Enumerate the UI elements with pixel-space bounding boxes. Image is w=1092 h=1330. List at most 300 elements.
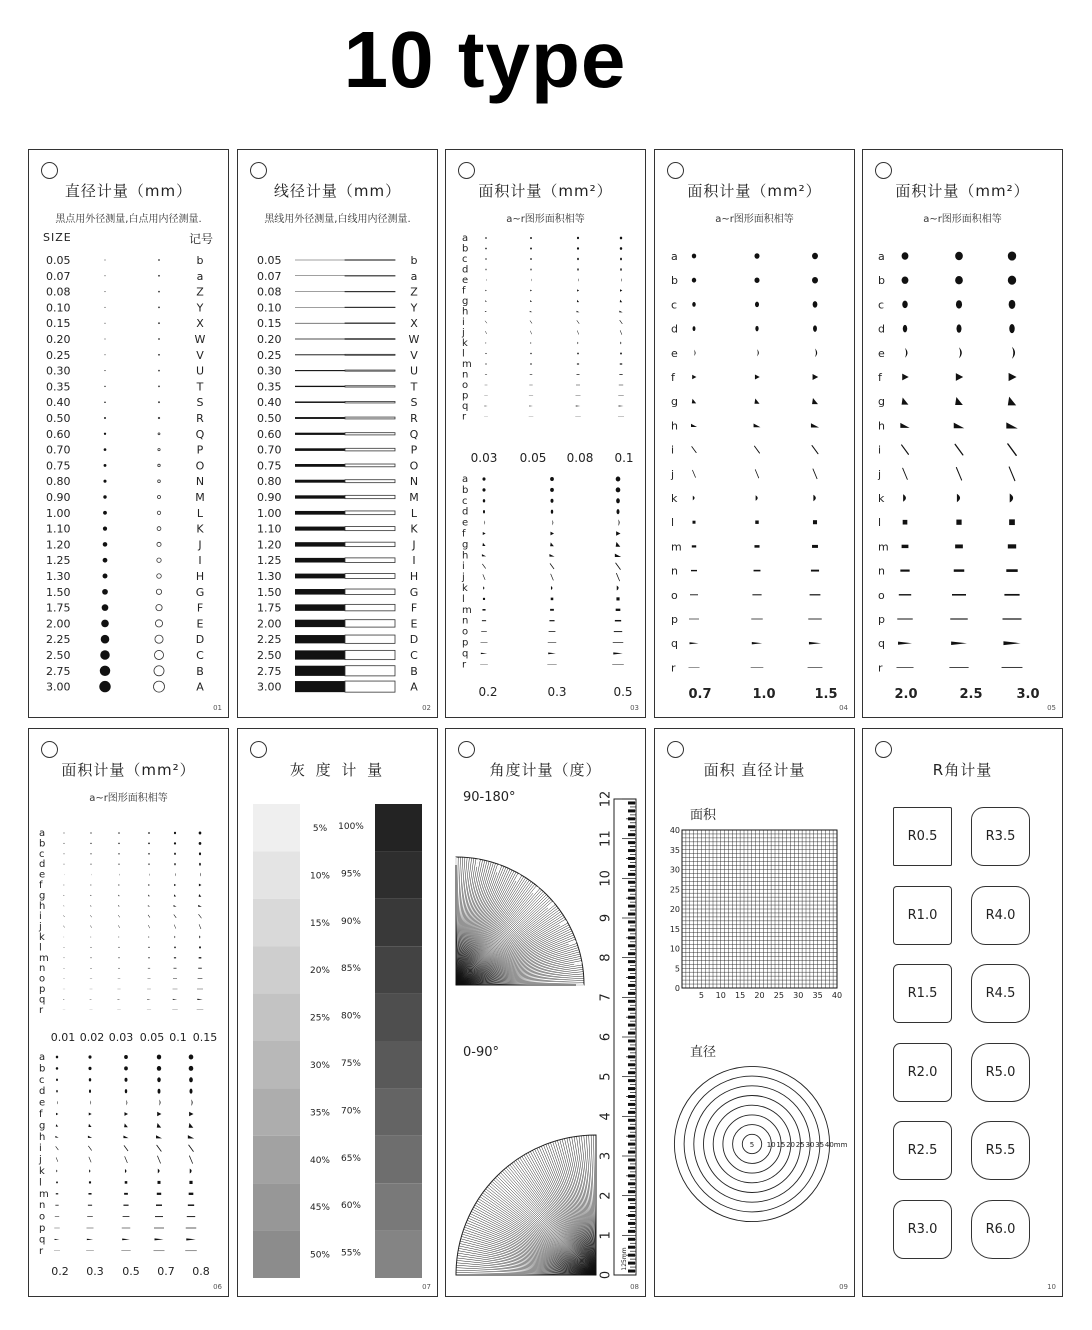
area-shape	[551, 510, 553, 514]
area-shape	[1012, 347, 1015, 359]
area-shape	[616, 573, 619, 581]
gray-percent: 65%	[340, 1153, 362, 1164]
area-shape	[157, 1123, 161, 1128]
area-shape	[124, 1066, 128, 1070]
mark-label: M	[195, 491, 205, 504]
mark-label: E	[196, 617, 204, 631]
grid-y-label: 5	[674, 964, 680, 974]
radius-box: R4.0	[971, 886, 1030, 945]
shape-letter: q	[39, 1234, 46, 1246]
area-shape	[482, 488, 485, 491]
shape-letter: n	[39, 1200, 46, 1212]
size-label: 0.70	[46, 443, 71, 457]
area-shape	[56, 1090, 58, 1093]
shape-letter: r	[671, 661, 676, 675]
white-line	[345, 401, 395, 402]
area-shape	[692, 447, 696, 453]
card-subtitle: a~r图形面积相等	[506, 214, 585, 225]
size-label: 0.05	[257, 254, 282, 267]
area-shape	[118, 843, 119, 845]
card-line-gauge	[237, 149, 438, 718]
area-shape	[483, 499, 485, 502]
white-dot	[157, 495, 160, 498]
card-number: 10	[1047, 1283, 1056, 1291]
area-shape	[809, 642, 821, 645]
area-shape	[189, 1193, 194, 1195]
area-shape	[620, 247, 622, 250]
shape-letter: g	[39, 1120, 46, 1132]
area-shape	[56, 1056, 58, 1059]
mark-label: N	[409, 475, 419, 489]
area-shape	[124, 1055, 128, 1059]
area-shape	[148, 957, 150, 958]
area-shape	[902, 276, 909, 283]
area-shape	[616, 542, 621, 547]
ruler-marking	[628, 833, 635, 836]
shape-letter: g	[671, 395, 678, 409]
gray-percent: 85%	[340, 964, 362, 975]
area-shape	[690, 594, 698, 595]
mark-label: G	[409, 585, 419, 599]
area-shape	[118, 895, 119, 896]
shape-letter: f	[878, 371, 882, 384]
size-label: 0.75	[257, 459, 282, 473]
ruler-marking	[628, 1254, 635, 1257]
shape-letter: g	[462, 539, 469, 551]
black-dot	[104, 464, 107, 467]
size-label: 1.75	[46, 601, 71, 615]
size-label: 0.20	[46, 333, 71, 346]
area-shape	[616, 476, 621, 481]
ruler-marking	[628, 1111, 635, 1114]
size-label: 1.20	[46, 538, 71, 552]
white-dot	[159, 323, 160, 324]
area-shape	[91, 864, 92, 865]
circle-label: 40mm	[824, 1141, 848, 1149]
area-shape	[174, 936, 175, 938]
area-shape	[1008, 544, 1016, 548]
area-shape	[155, 1216, 163, 1217]
shape-letter: j	[462, 327, 465, 339]
area-shape	[620, 342, 621, 345]
ruler-marking	[628, 1214, 635, 1217]
white-dot	[157, 542, 161, 546]
area-shape	[485, 311, 487, 312]
area-shape	[126, 1100, 127, 1105]
ruler-marking	[628, 849, 635, 852]
area-shape	[811, 423, 819, 427]
area-shape	[812, 545, 818, 548]
area-shape	[157, 1112, 161, 1116]
card-subtitle: a~r图形面积相等	[715, 214, 794, 225]
area-shape	[56, 1158, 58, 1162]
area-shape	[813, 374, 819, 380]
shape-letter: n	[878, 564, 885, 578]
area-shape	[551, 499, 554, 503]
shape-letter: q	[671, 637, 678, 651]
black-dot	[103, 480, 106, 483]
gray-percent: 100%	[338, 822, 364, 832]
white-dot	[158, 448, 160, 450]
area-shape	[903, 520, 908, 525]
area-value: 0.08	[566, 451, 594, 465]
card-title: 面积计量（mm²）	[687, 182, 822, 200]
area-shape	[485, 258, 486, 260]
area-shape	[616, 498, 620, 503]
shape-letter: r	[39, 1245, 44, 1257]
area-shape	[530, 258, 531, 260]
shape-letter: k	[39, 1166, 45, 1177]
shape-letter: n	[462, 615, 469, 627]
shape-letter: r	[462, 659, 467, 671]
mark-label: W	[194, 333, 206, 346]
ruler-marking	[628, 1119, 635, 1122]
area-shape	[578, 278, 579, 281]
ruler-marking	[628, 1000, 635, 1003]
black-line	[295, 339, 345, 340]
area-shape	[811, 570, 819, 572]
area-shape	[481, 631, 487, 632]
area-shape	[118, 884, 119, 885]
area-shape	[56, 1170, 57, 1173]
area-shape	[902, 445, 909, 454]
radius-box: R0.5	[893, 807, 952, 866]
area-shape	[956, 300, 962, 308]
shape-letter: a	[462, 233, 469, 244]
size-label: 0.90	[46, 491, 71, 504]
ruler-number: 0	[598, 1270, 614, 1280]
area-shape	[124, 1123, 128, 1127]
area-shape	[757, 349, 759, 356]
area-value: 0.03	[470, 451, 498, 465]
area-shape	[189, 1156, 192, 1164]
circle-label: 10	[766, 1141, 776, 1149]
area-shape	[91, 936, 92, 937]
ruler-number: 9	[598, 913, 614, 923]
area-shape	[174, 894, 176, 896]
grid-x-label: 25	[773, 991, 784, 1000]
card-title: 线径计量（mm）	[273, 182, 402, 200]
ruler-marking	[628, 1262, 635, 1265]
area-shape	[692, 399, 696, 404]
white-dot	[157, 527, 161, 531]
gray-percent: 15%	[309, 918, 331, 929]
size-label: 0.70	[257, 443, 282, 457]
size-label: 2.00	[46, 617, 71, 631]
ruler-number: 10	[598, 870, 614, 887]
area-shape	[174, 863, 175, 865]
mark-label: A	[196, 680, 204, 694]
mark-label: V	[410, 348, 418, 362]
area-shape	[90, 957, 91, 958]
ruler-marking	[628, 905, 635, 908]
black-dot	[105, 323, 106, 324]
shape-letter: n	[462, 369, 469, 381]
area-shape	[119, 936, 120, 938]
shape-letter: c	[39, 848, 45, 860]
area-shape	[690, 642, 699, 644]
area-value: 0.03	[108, 1031, 134, 1044]
area-shape	[754, 424, 761, 428]
area-shape	[90, 915, 91, 917]
black-dot	[105, 339, 106, 340]
area-shape	[87, 1239, 93, 1240]
size-label: 0.35	[257, 380, 282, 394]
area-shape	[693, 470, 696, 477]
shape-letter: e	[39, 1097, 46, 1109]
upper-angle-label: 90-180°	[463, 790, 516, 805]
mark-label: H	[195, 570, 205, 583]
white-dot	[155, 635, 163, 643]
area-shape	[955, 444, 963, 455]
card-number: 08	[630, 1283, 639, 1291]
size-label: 1.25	[257, 554, 282, 568]
ruler-number: 6	[598, 1032, 614, 1042]
ruler-number: 8	[598, 953, 614, 962]
area-shape	[1009, 300, 1016, 309]
gray-swatch-dark	[375, 804, 422, 851]
white-line	[345, 589, 395, 595]
area-shape	[89, 1112, 92, 1115]
white-line	[345, 370, 395, 371]
area-shape	[1003, 641, 1020, 645]
area-shape	[692, 302, 696, 307]
area-shape	[902, 545, 909, 548]
grid-x-label: 40	[831, 991, 843, 1000]
area-shape	[956, 520, 961, 525]
ruler-marking	[628, 1174, 635, 1177]
gray-percent: 95%	[340, 869, 362, 880]
size-label: 0.10	[257, 301, 282, 315]
area-shape	[485, 290, 486, 292]
area-shape	[1009, 324, 1014, 333]
area-shape	[157, 1055, 161, 1060]
size-label: 0.15	[46, 317, 71, 331]
shape-letter: j	[39, 921, 42, 933]
area-shape	[755, 302, 759, 308]
area-shape	[577, 289, 579, 291]
grid-y-label: 40	[669, 826, 680, 835]
white-dot	[159, 339, 160, 340]
shape-letter: i	[671, 443, 675, 457]
area-shape	[692, 375, 696, 379]
size-label: 0.50	[257, 412, 282, 425]
area-shape	[693, 326, 696, 331]
area-shape	[56, 1182, 58, 1184]
area-shape	[174, 915, 176, 918]
shape-letter: p	[462, 637, 469, 649]
white-dot	[158, 417, 160, 419]
shape-letter: m	[39, 1188, 49, 1200]
area-shape	[577, 247, 579, 249]
card-area-diameter-gauge	[654, 728, 855, 1297]
ruler-number: 7	[598, 993, 614, 1002]
shape-letter: m	[462, 359, 472, 370]
area-shape	[1004, 594, 1019, 596]
grid-y-label: 35	[669, 845, 680, 855]
gray-percent: 20%	[309, 966, 331, 977]
ruler-number: 12	[598, 790, 614, 808]
circle-label: 20	[786, 1141, 796, 1149]
ruler-marking	[628, 1103, 635, 1106]
area-shape	[124, 1146, 128, 1151]
area-shape	[199, 832, 202, 835]
white-dot	[159, 370, 160, 371]
area-shape	[620, 320, 622, 323]
area-shape	[88, 1193, 91, 1195]
area-value: 0.7	[157, 1265, 175, 1278]
area-shape	[813, 469, 817, 479]
size-label: 3.00	[46, 680, 71, 694]
area-shape	[88, 1124, 91, 1127]
shape-letter: i	[462, 317, 465, 328]
area-shape	[174, 947, 176, 949]
grid-y-label: 0	[674, 984, 680, 993]
mark-label: R	[410, 412, 418, 425]
card-title: R角计量	[932, 761, 993, 779]
shape-letter: l	[878, 516, 882, 530]
size-label: 2.50	[46, 649, 71, 662]
mark-label: K	[410, 522, 418, 536]
area-shape	[200, 873, 201, 877]
area-shape	[148, 947, 149, 948]
grid-x-label: 30	[793, 991, 804, 1000]
area-shape	[530, 364, 532, 365]
area-shape	[577, 321, 579, 324]
area-shape	[199, 936, 200, 939]
area-shape	[90, 905, 92, 906]
black-dot	[104, 448, 107, 451]
mark-label: F	[410, 601, 418, 615]
size-column-header: SIZE	[43, 231, 72, 244]
gray-swatch-dark	[375, 1136, 422, 1183]
area-shape	[486, 342, 487, 344]
shape-letter: d	[462, 264, 469, 276]
area-shape	[148, 905, 150, 906]
gray-percent: 25%	[309, 1013, 331, 1024]
black-dot	[103, 558, 108, 563]
area-value: 0.5	[613, 685, 633, 699]
size-label: 0.25	[257, 348, 282, 362]
area-shape	[1006, 569, 1017, 572]
area-shape	[620, 300, 622, 303]
diameter-label: 直径	[690, 1045, 717, 1060]
area-shape	[64, 885, 65, 886]
area-shape	[549, 554, 554, 557]
shape-letter: b	[462, 243, 469, 255]
area-shape	[155, 1238, 164, 1240]
area-shape	[486, 279, 487, 281]
area-shape	[619, 374, 622, 375]
area-shape	[174, 842, 176, 844]
area-shape	[693, 496, 695, 501]
ruler-marking	[628, 1206, 635, 1209]
area-shape	[576, 406, 581, 407]
area-shape	[530, 374, 533, 375]
grid-x-label: 20	[754, 991, 765, 1000]
area-shape	[530, 331, 531, 334]
white-line	[345, 681, 395, 692]
mark-label: P	[196, 443, 204, 457]
size-label: 0.80	[46, 475, 71, 489]
area-shape	[956, 373, 963, 381]
size-label: 0.35	[46, 380, 71, 394]
shape-letter: l	[462, 593, 465, 605]
radius-box: R1.5	[893, 964, 952, 1023]
ruler-marking	[628, 952, 635, 955]
area-shape	[123, 1216, 130, 1217]
shape-letter: c	[671, 298, 678, 312]
mark-label: R	[196, 412, 204, 425]
gray-swatch-dark	[375, 851, 422, 898]
mark-label: S	[410, 396, 418, 410]
area-value: 2.0	[894, 687, 918, 702]
ruler-marking	[628, 1158, 635, 1161]
shape-letter: k	[39, 932, 45, 943]
area-value: 0.2	[478, 685, 498, 699]
white-line	[345, 495, 395, 498]
area-shape	[550, 609, 554, 611]
shape-letter: b	[39, 838, 46, 850]
area-shape	[530, 247, 532, 249]
size-label: 2.75	[257, 664, 282, 678]
area-shape	[485, 321, 487, 323]
area-shape	[815, 348, 817, 357]
area-shape	[189, 1066, 194, 1071]
area-shape	[1003, 618, 1022, 619]
area-shape	[148, 968, 150, 969]
black-line	[295, 433, 345, 435]
area-shape	[577, 268, 578, 270]
shape-letter: m	[462, 604, 472, 616]
ruler-marking	[628, 960, 635, 963]
area-shape	[149, 936, 150, 938]
area-shape	[1009, 467, 1015, 481]
area-shape	[955, 544, 963, 548]
white-line	[345, 542, 395, 546]
area-shape	[813, 520, 817, 524]
ruler-marking	[628, 1230, 635, 1233]
black-dot	[105, 307, 106, 308]
white-line	[345, 480, 395, 483]
shape-letter: q	[878, 637, 885, 651]
shape-letter: h	[39, 900, 46, 912]
area-shape	[186, 1238, 195, 1240]
area-shape	[577, 342, 578, 344]
radius-box: R1.0	[893, 886, 952, 945]
shape-letter: e	[39, 869, 46, 881]
ruler-marking	[628, 1063, 635, 1066]
area-shape	[119, 874, 120, 876]
area-shape	[190, 1168, 192, 1173]
mark-label: F	[196, 601, 204, 615]
shape-letter: h	[878, 419, 885, 433]
card-subtitle: 黑点用外径测量,白点用内径测量.	[55, 214, 202, 225]
size-label: 1.00	[257, 506, 282, 520]
black-line	[295, 480, 345, 483]
white-dot	[159, 291, 160, 292]
area-shape	[616, 531, 620, 536]
area-shape	[1010, 493, 1013, 502]
black-dot	[103, 574, 108, 579]
area-shape	[752, 642, 762, 644]
shape-letter: r	[878, 661, 883, 675]
area-shape	[577, 331, 579, 335]
area-shape	[902, 397, 909, 404]
mark-label: O	[195, 459, 205, 473]
white-line	[345, 433, 395, 435]
mark-column-header: 记号	[189, 232, 214, 246]
